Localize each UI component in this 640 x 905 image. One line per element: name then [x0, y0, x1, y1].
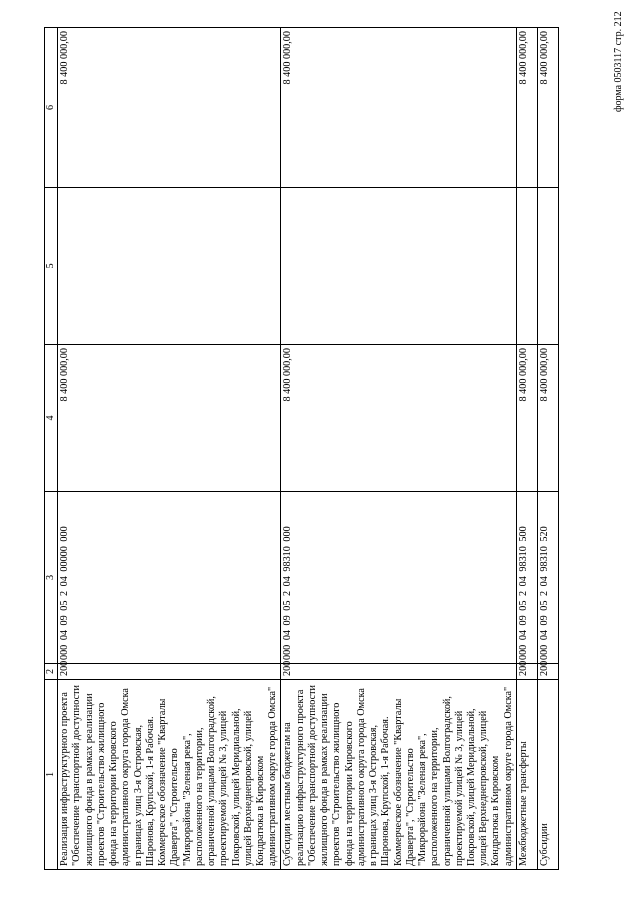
- row-kbk: 000 04 09 05 2 04 00000 000: [58, 492, 281, 664]
- row-approved: 8 400 000,00: [58, 345, 281, 492]
- row-line-code: 200: [516, 664, 537, 680]
- row-executed: [281, 188, 516, 345]
- row-executed: [58, 188, 281, 345]
- row-name: Межбюджетные трансферты: [516, 680, 537, 870]
- row-line-code: 200: [537, 664, 558, 680]
- row-line-code: 200: [58, 664, 281, 680]
- row-line-code: 200: [281, 664, 516, 680]
- budget-table: [44, 27, 559, 870]
- header-col-5: 5: [45, 188, 58, 345]
- row-kbk: 000 04 09 05 2 04 98310 500: [516, 492, 537, 664]
- header-col-4: 4: [45, 345, 58, 492]
- header-col-6: 6: [45, 28, 58, 188]
- row-executed: [516, 188, 537, 345]
- row-name: Реализация инфраструктурного проекта "Обеспечение транспортной доступности жилищного фонда в рамках реализации проектов "Строительство жилищного фонда на территории Кировского административного округа города Омска в границах улиц 3-я Островская, Шаронова, Крупской, 1-я Рабочая. Коммерческое обозначение "Кварталы Драверта", "Строительство "Микрорайона "Зеленая река", расположенного на территории, ограниченной улицами Волгоградской, проектируемой улицей № 3, улицей Покровской, улицей Меридиальной, улицей Верхнеднепровской, улицей Кондратюка в Кировском административном округе города Омска": [58, 680, 281, 870]
- header-col-2: 2: [45, 664, 58, 680]
- row-kbk: 000 04 09 05 2 04 98310 000: [281, 492, 516, 664]
- row-approved: 8 400 000,00: [537, 345, 558, 492]
- table-row: [58, 28, 281, 870]
- row-approved: 8 400 000,00: [516, 345, 537, 492]
- row-name: Субсидии: [537, 680, 558, 870]
- row-executed: [537, 188, 558, 345]
- table-header-row: [45, 28, 58, 870]
- table-row: [516, 28, 537, 870]
- row-unexecuted: 8 400 000,00: [281, 28, 516, 188]
- row-kbk: 000 04 09 05 2 04 98310 520: [537, 492, 558, 664]
- header-col-1: 1: [45, 680, 58, 870]
- table-row: [537, 28, 558, 870]
- row-unexecuted: 8 400 000,00: [537, 28, 558, 188]
- row-approved: 8 400 000,00: [281, 345, 516, 492]
- row-unexecuted: 8 400 000,00: [516, 28, 537, 188]
- table-row: [281, 28, 516, 870]
- row-unexecuted: 8 400 000,00: [58, 28, 281, 188]
- row-name: Субсидии местным бюджетам на реализацию инфраструктурного проекта "Обеспечение транспортной доступности жилищного фонда в рамках реализации проектов "Строительство жилищного фонда на территории Кировского административного округа города Омска в границах улиц 3-я Островская, Шаронова, Крупской, 1-я Рабочая. Коммерческое обозначение "Кварталы Драверта", "Строительство "Микрорайона "Зеленая река", расположенного на территории, ограниченной улицами Волгоградской, проектируемой улицей № 3, улицей Покровской, улицей Меридиальной, улицей Верхнеднепровской, улицей Кондратюка в Кировском административном округе города Омска": [281, 680, 516, 870]
- header-col-3: 3: [45, 492, 58, 664]
- form-label: форма 0503117 стр. 212: [613, 11, 624, 112]
